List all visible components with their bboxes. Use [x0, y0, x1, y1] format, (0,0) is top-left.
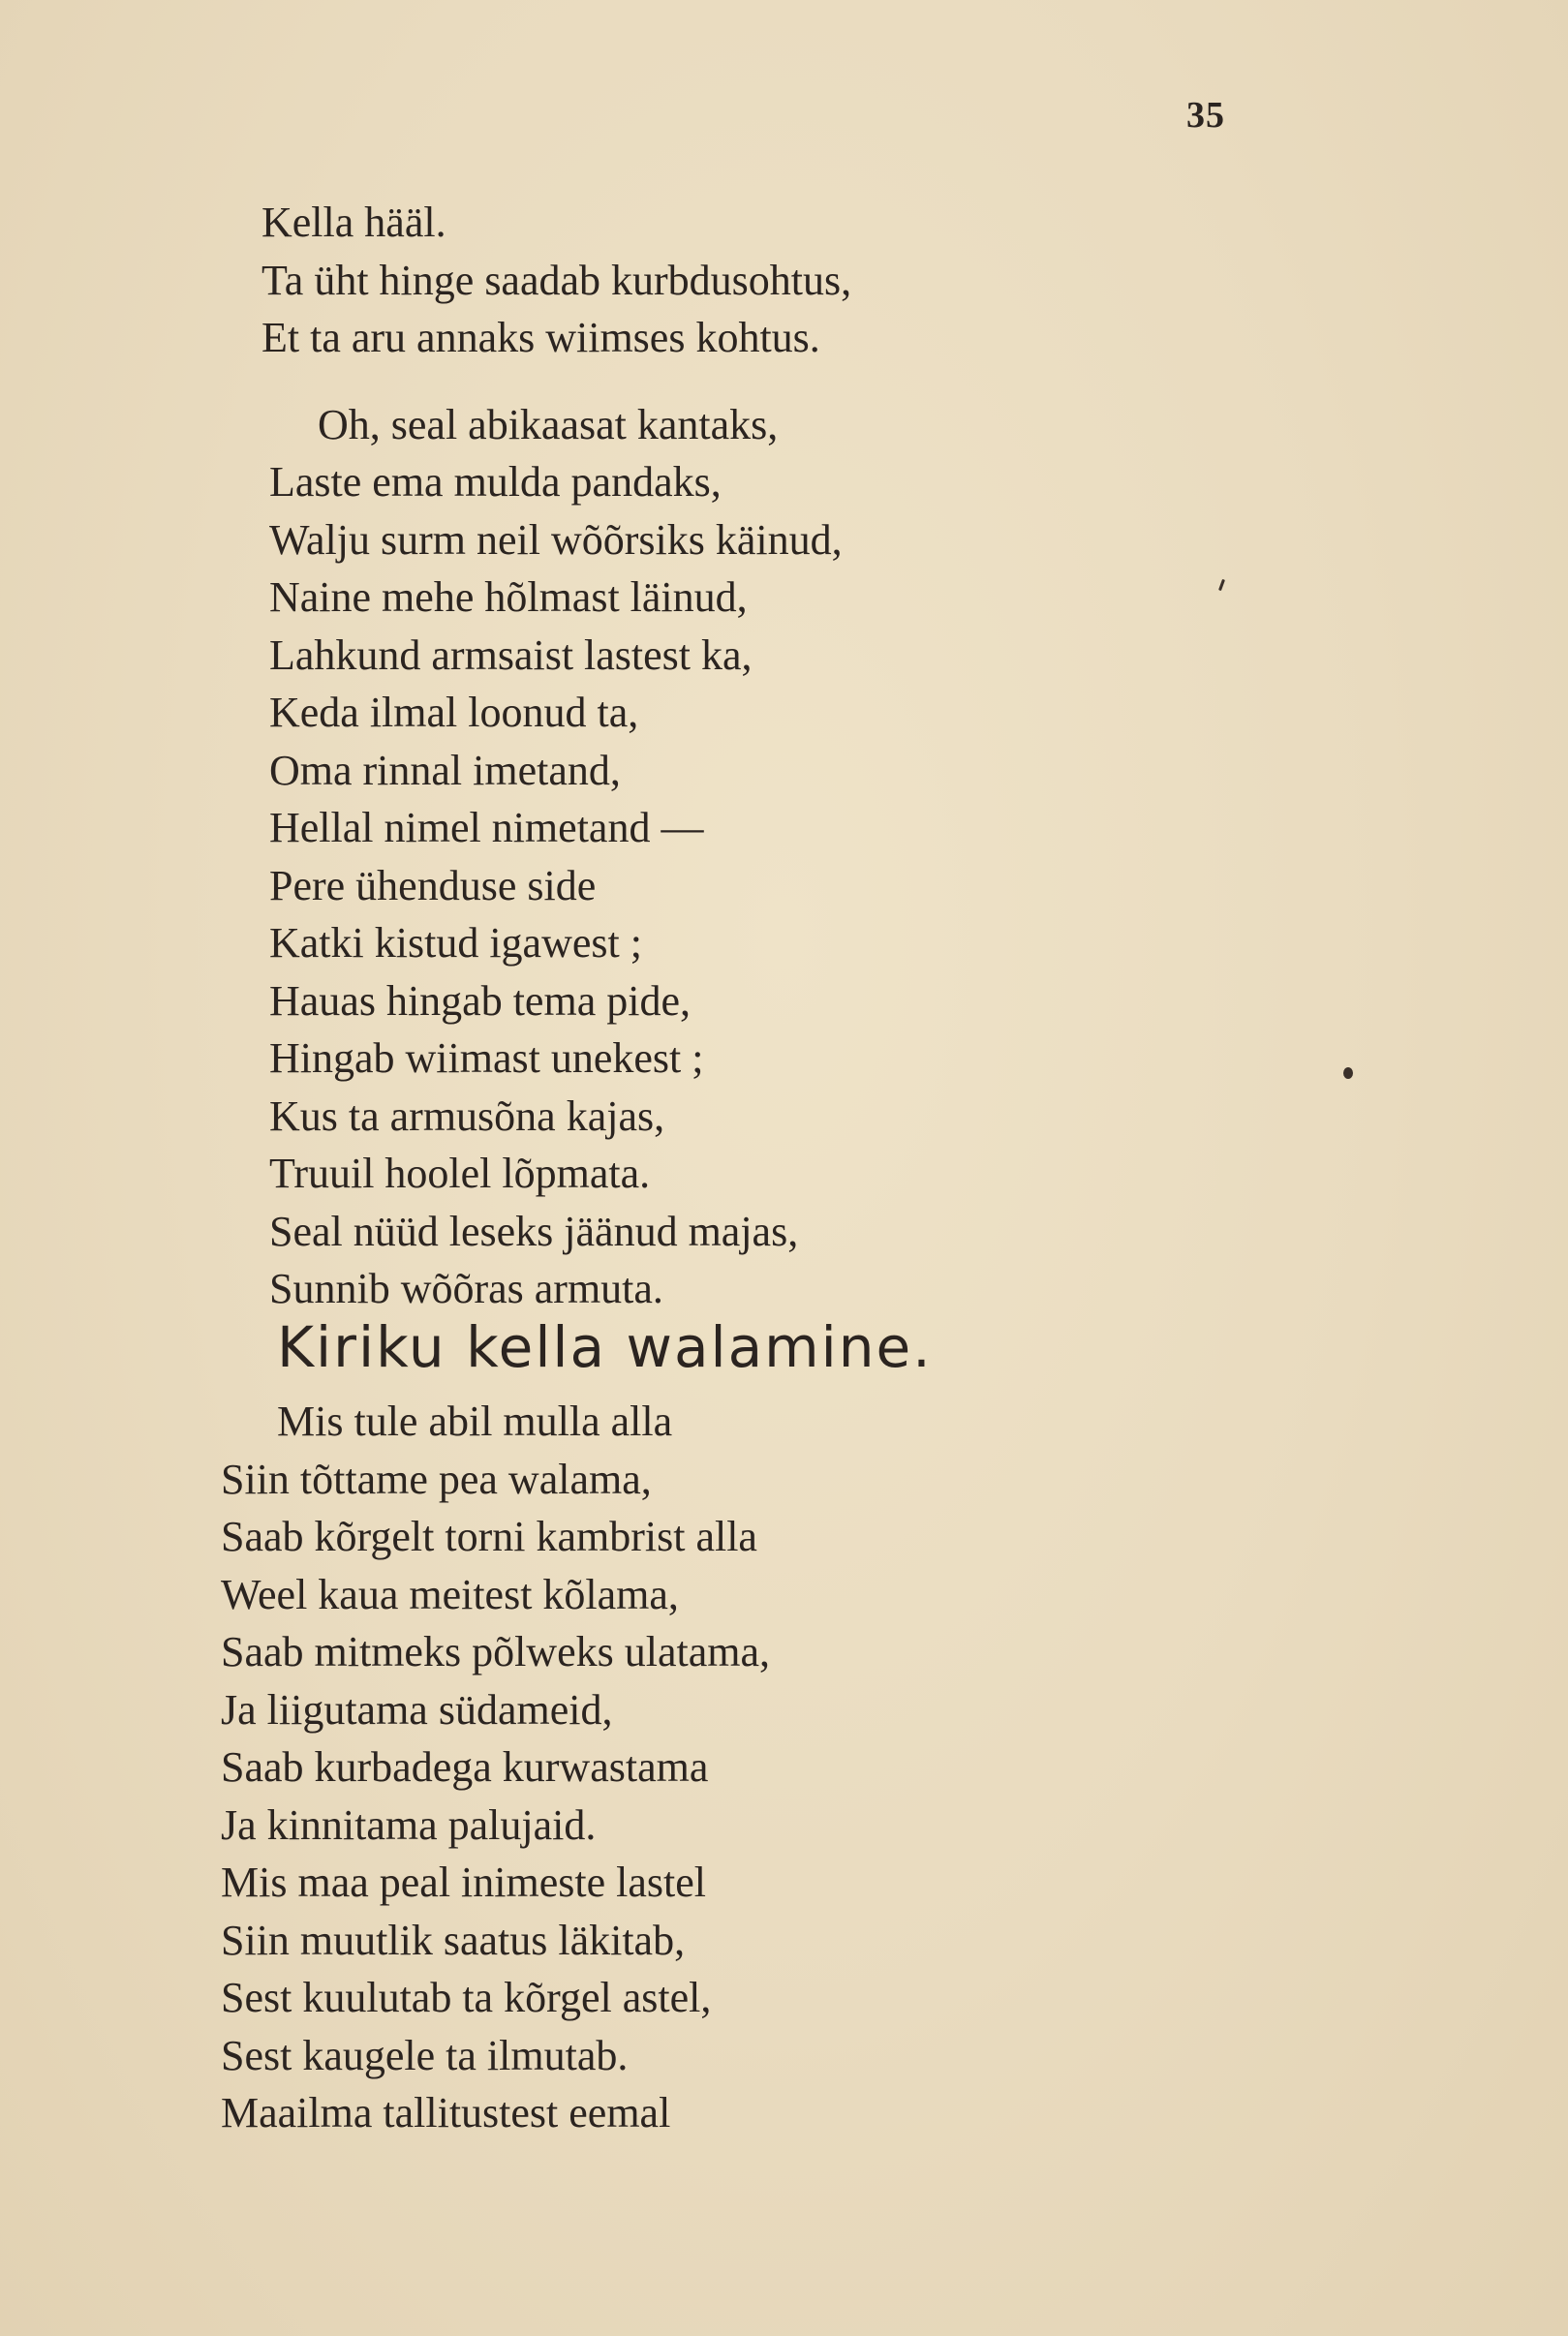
verse-line: Oma rinnal imetand,	[269, 746, 621, 794]
verse-line: Walju surm neil wõõrsiks käinud,	[269, 515, 843, 564]
verse-line: Laste ema mulda pandaks,	[269, 458, 722, 506]
verse-line: Naine mehe hõlmast läinud,	[269, 573, 748, 621]
verse-line: Ja liigutama südameid,	[221, 1685, 613, 1734]
verse-line: Ja kinnitama palujaid.	[221, 1800, 597, 1849]
verse-line: Oh, seal abikaasat kantaks,	[318, 400, 779, 448]
verse-line: Mis maa peal inimeste lastel	[221, 1859, 706, 1906]
paper-speck	[1218, 579, 1225, 591]
verse-line: Katki kistud igawest ;	[269, 919, 642, 967]
verse-line: Sest kaugele ta ilmutab.	[221, 2031, 629, 2079]
poem-text-upper	[261, 194, 851, 1318]
verse-line: Pere ühenduse side	[269, 861, 597, 909]
verse-line: Sunnib wõõras armuta.	[269, 1265, 663, 1312]
verse-line: Hellal nimel nimetand —	[269, 804, 704, 851]
verse-line: Maailma tallitustest eemal	[221, 2089, 671, 2136]
verse-line: Mis tule abil mulla alla	[277, 1398, 673, 1445]
poem-title: Kiriku kella walamine.	[277, 1314, 933, 1380]
verse-line: Siin tõttame pea walama,	[221, 1455, 652, 1503]
page-number: 35	[1186, 95, 1225, 136]
stanza-gap	[261, 367, 851, 396]
verse-line: Siin muutlik saatus läkitab,	[221, 1916, 686, 1964]
verse-line: Truuil hoolel lõpmata.	[269, 1150, 651, 1197]
verse-line: Keda ilmal loonud ta,	[269, 689, 639, 736]
verse-line: Kella hääl.	[261, 199, 446, 246]
verse-line: Hauas hingab tema pide,	[269, 976, 691, 1025]
verse-line: Ta üht hinge saadab kurbdusohtus,	[261, 256, 852, 304]
verse-line: Kus ta armusõna kajas,	[269, 1091, 665, 1140]
verse-line: Saab kurbadega kurwastama	[221, 1743, 709, 1791]
verse-line: Lahkund armsaist lastest ka,	[269, 630, 753, 679]
verse-line: Et ta aru annaks wiimses kohtus.	[261, 314, 820, 361]
verse-line: Sest kuulutab ta kõrgel astel,	[221, 1974, 712, 2021]
verse-line: Seal nüüd leseks jäänud majas,	[269, 1207, 799, 1255]
poem-text-lower	[221, 1393, 770, 2142]
verse-line: Saab kõrgelt torni kambrist alla	[221, 1513, 757, 1560]
verse-line: Weel kaua meitest kõlama,	[221, 1570, 679, 1618]
paper-speck	[1343, 1067, 1353, 1079]
verse-line: Saab mitmeks põlweks ulatama,	[221, 1628, 770, 1675]
verse-line: Hingab wiimast unekest ;	[269, 1034, 704, 1082]
